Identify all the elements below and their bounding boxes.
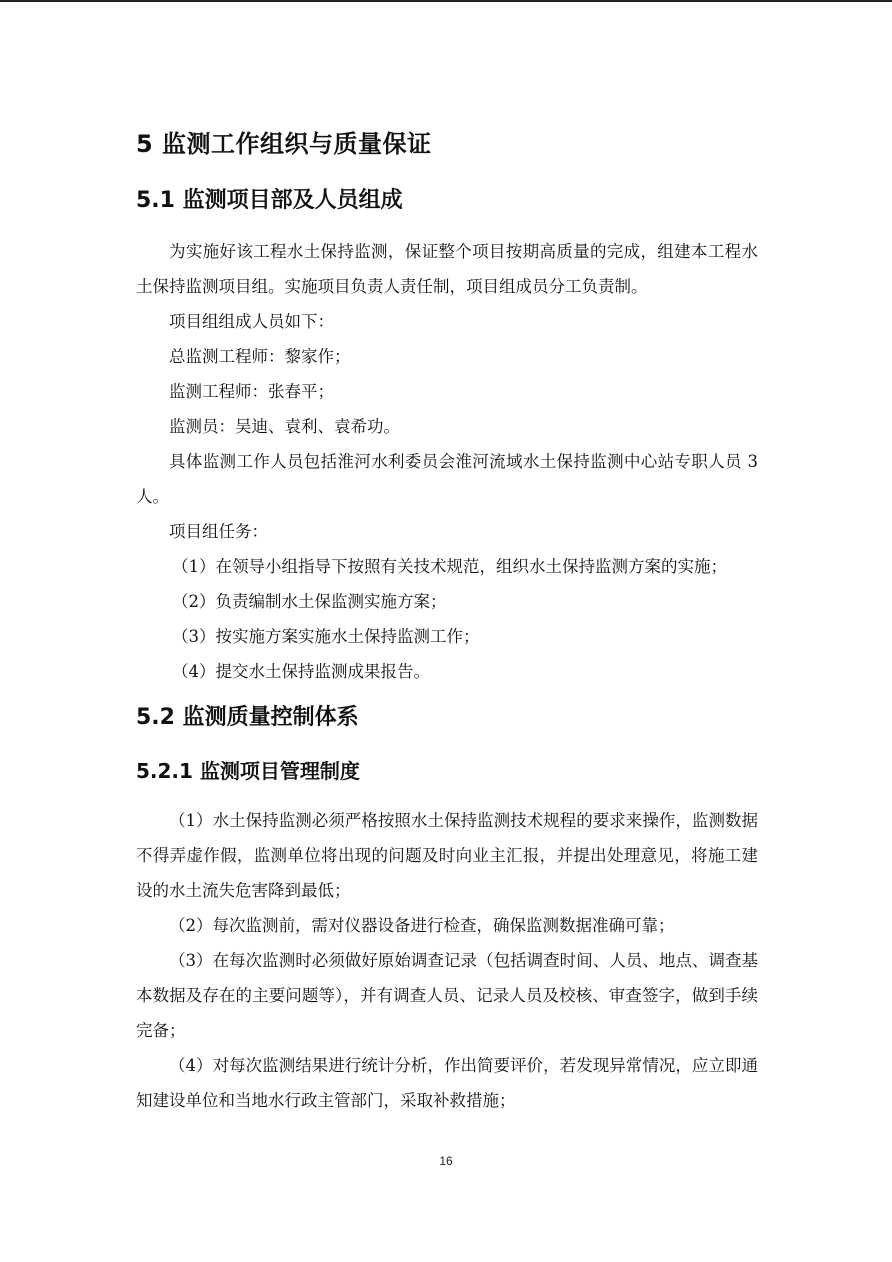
paragraph: 具体监测工作人员包括淮河水利委员会淮河流域水土保持监测中心站专职人员 3 人。 [136,452,758,506]
paragraph: 为实施好该工程水土保持监测，保证整个项目按期高质量的完成，组建本工程水土保持监测项目组。实施项目负责人责任制，项目组成员分工负责制。 [136,242,758,296]
paragraph: 项目组组成人员如下： [169,312,334,331]
paragraph: 监测员：吴迪、袁利、袁希功。 [169,417,400,436]
task-item: （3）按实施方案实施水土保持监测工作； [172,627,480,646]
paragraph: （3）在每次监测时必须做好原始调查记录（包括调查时间、人员、地点、调查基本数据及存在的主要问题等），并有调查人员、记录人员及校核、审查签字，做到手续完备； [136,951,758,1040]
paragraph: 总监测工程师：黎家作； [169,347,351,366]
section-5-1-body [136,234,758,689]
page-content [136,126,758,1118]
subsection-heading-5-2-1: 5.2.1 监测项目管理制度 [136,759,360,783]
task-item: （1）在领导小组指导下按照有关技术规范，组织水土保持监测方案的实施； [172,557,727,576]
task-item: （4）提交水土保持监测成果报告。 [172,662,430,681]
chapter-title: 5 监测工作组织与质量保证 [136,130,432,158]
top-border-line [0,0,892,2]
paragraph: 项目组任务： [169,522,268,541]
page-number: 16 [439,1154,453,1168]
task-item: （2）负责编制水土保监测实施方案； [172,592,447,611]
paragraph: （2）每次监测前，需对仪器设备进行检查，确保监测数据准确可靠； [169,916,675,935]
paragraph: （1）水土保持监测必须严格按照水土保持监测技术规程的要求来操作，监测数据不得弄虚作假，监测单位将出现的问题及时向业主汇报，并提出处理意见，将施工建设的水土流失危害降到最低； [136,811,758,900]
subsection-5-2-1-body [136,803,758,1118]
section-heading-5-2: 5.2 监测质量控制体系 [136,705,359,730]
paragraph: （4）对每次监测结果进行统计分析，作出简要评价，若发现异常情况，应立即通知建设单位和当地水行政主管部门，采取补救措施； [136,1056,758,1110]
section-heading-5-1: 5.1 监测项目部及人员组成 [136,188,403,213]
paragraph: 监测工程师：张春平； [169,382,334,401]
